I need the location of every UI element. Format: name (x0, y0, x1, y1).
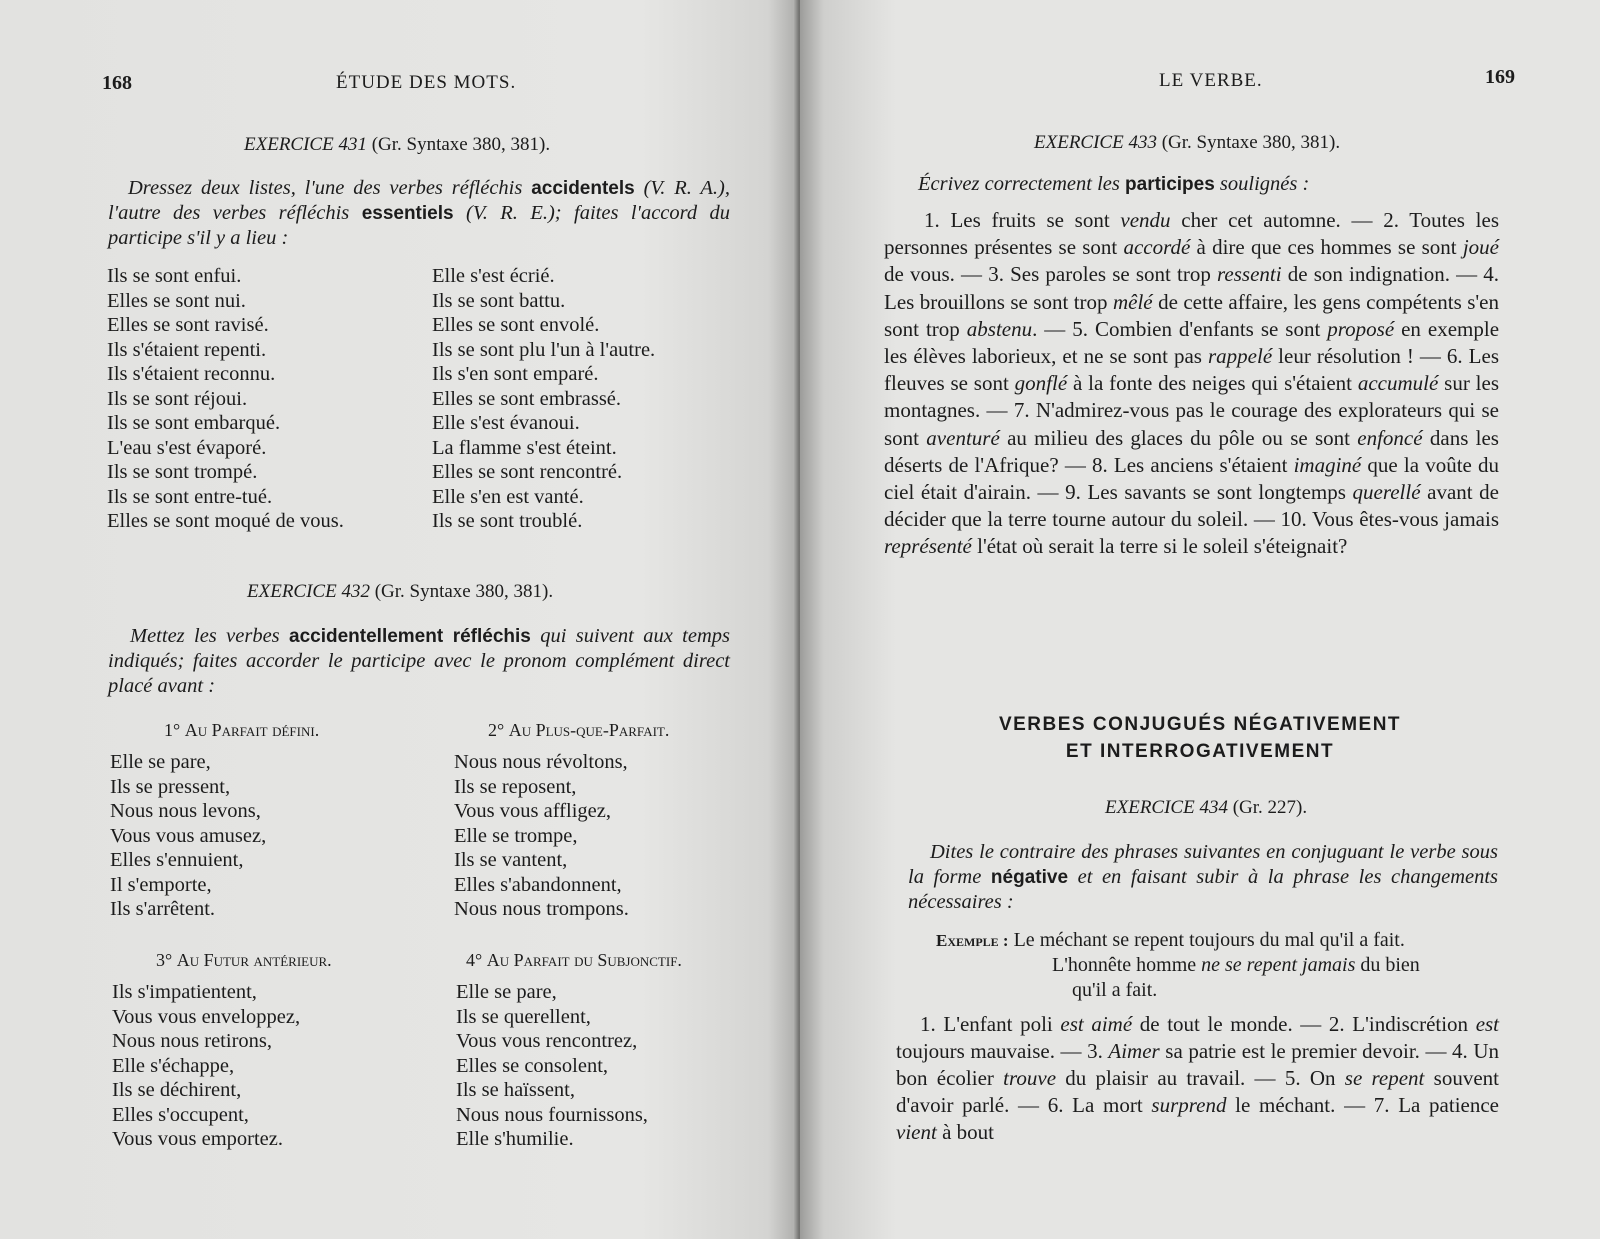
exercise-instruction: Dressez deux listes, l'une des verbes réfléchis accidentels (V. R. A.), l'autre des verbes réfléchis essentiels (V. R. E.); faites l'accord du participe s'il y a lieu : (108, 177, 731, 249)
verb-list-2 (454, 750, 629, 922)
running-head: ÉTUDE DES MOTS. (336, 72, 517, 93)
exercise-instruction: Dites le contraire des phrases suivantes en conjuguant le verbe sous la forme négative et en faisant subir à la phrase les changements nécessaires : (908, 841, 1499, 913)
example-line-2: L'honnête homme ne se repent jamais du bien (1052, 954, 1420, 976)
list-item: L'eau s'est évaporé. (107, 436, 267, 459)
underlined-participle: abstenu (966, 316, 1033, 341)
exercise-heading (1034, 132, 1340, 154)
verb-list-1 (110, 750, 266, 922)
list-item: La flamme s'est éteint. (432, 436, 617, 459)
underlined-participle: rappelé (1208, 344, 1273, 369)
list-item: Elles se sont rencontré. (432, 461, 623, 483)
exercise-instruction: Écrivez correctement les participes soulignés : (918, 173, 1310, 195)
underlined-participle: aventuré (926, 425, 1000, 450)
list-item: Elle se trompe, (454, 824, 578, 847)
list-item: Ils s'impatientent, (112, 981, 257, 1003)
list-item: Ils se sont entre-tué. (107, 485, 273, 508)
exercise-reference: (Gr. Syntaxe 380, 381). (1161, 132, 1341, 153)
list-item: Elle s'humilie. (456, 1128, 574, 1150)
list-item: Ils se sont troublé. (432, 510, 583, 532)
list-item: Ils s'étaient repenti. (107, 338, 267, 361)
underlined-participle: joué (1462, 235, 1499, 260)
list-item: Elles se sont moqué de vous. (107, 510, 344, 532)
list-item: Ils se déchirent, (112, 1079, 242, 1101)
exercise-title: EXERCICE 432 (247, 581, 370, 602)
list-item: Elle s'échappe, (112, 1054, 235, 1077)
exercise-text: 1. L'enfant poli est aimé de tout le monde. — 2. L'indiscrétion est toujours mauvaise. — 3. Aimer sa patrie est le premier devoir. — 4. Un bon écolier trouve du plaisir au travail. — 5. On se repent souvent d'avoir parlé. — 6. La mort surprend le méchant. — 7. La patience vient à bout (896, 1012, 1500, 1144)
list-item: Nous nous révoltons, (454, 751, 628, 773)
underlined-participle: querellé (1352, 480, 1421, 505)
right-page (800, 0, 1600, 1239)
example-line-1: Exemple : Le méchant se repent toujours du mal qu'il a fait. (936, 929, 1405, 951)
list-item: Ils se sont plu l'un à l'autre. (432, 338, 656, 361)
list-item: Elles se consolent, (456, 1054, 609, 1077)
underlined-participle: enfoncé (1357, 425, 1423, 450)
example-line-3: qu'il a fait. (1072, 979, 1158, 1001)
underlined-participle: imaginé (1293, 452, 1362, 477)
list-item: Vous vous emportez. (112, 1128, 284, 1150)
exercise-title: EXERCICE 434 (1105, 797, 1228, 818)
underlined-participle: proposé (1327, 316, 1395, 341)
underlined-participle: accordé (1123, 235, 1191, 260)
exercise-reference: (Gr. Syntaxe 380, 381). (371, 134, 551, 155)
exercise-title: EXERCICE 431 (244, 134, 367, 155)
running-head: LE VERBE. (1159, 70, 1263, 91)
list-item: Ils s'étaient reconnu. (107, 363, 276, 385)
exercise-reference: (Gr. Syntaxe 380, 381). (374, 581, 554, 602)
underlined-participle: vendu (1120, 208, 1171, 232)
exercise-text: 1. Les fruits se sont vendu cher cet automne. — 2. Toutes les personnes présentes se sont accordé à dire que ces hommes se sont joué de vous. — 3. Ses paroles se sont trop ressenti de son indignation. — 4. Les brouillons se sont trop mêlé de cette affaire, les gens compétents s'en sont trop abstenu. — 5. Combien d'enfants se sont proposé en exemple les élèves laborieux, et ne se sont pas rappelé leur résolution ! — 6. Les fleuves se sont gonflé à la fonte des neiges qui s'étaient accumulé sur les montagnes. — 7. N'admirez-vous pas le courage des explorateurs qui se sont aventuré au milieu des glaces du pôle ou se sont enfoncé dans les déserts de l'Afrique? — 8. Les anciens s'étaient imaginé que la voûte du ciel était d'airain. — 9. Les savants se sont longtemps querellé avant de décider que la terre tourne autour du soleil. — 10. Vous êtes-vous jamais représenté l'état où serait la terre si le soleil s'éteignait? (884, 208, 1500, 559)
exercise-instruction: Mettez les verbes accidentellement réfléchis qui suivent aux temps indiqués; faites accorder le participe avec le pronom complément direct placé avant : (108, 625, 731, 697)
list-item: Elle se pare, (110, 751, 211, 773)
subsection-heading: 2° Au Plus-que-Parfait. (488, 720, 670, 740)
underlined-participle: ressenti (1217, 262, 1282, 287)
exercise-reference: (Gr. 227). (1232, 797, 1308, 818)
underlined-participle: accumulé (1357, 371, 1439, 396)
list-item: Elle s'est évanoui. (432, 412, 580, 434)
list-item: Il s'emporte, (110, 873, 212, 896)
list-item: Elles s'occupent, (112, 1103, 249, 1126)
example-label: Exemple : (936, 931, 1009, 950)
list-item: Elles se sont nui. (107, 289, 246, 312)
list-item: Elles se sont embrassé. (432, 387, 622, 410)
list-item: Ils se querellent, (456, 1005, 591, 1028)
list-item: Elles s'abandonnent, (454, 873, 622, 896)
list-item: Ils s'en sont emparé. (432, 363, 599, 385)
exercise-heading (247, 581, 553, 603)
exercise-title: EXERCICE 433 (1034, 132, 1157, 153)
subsection-heading: 4° Au Parfait du Subjonctif. (466, 950, 682, 970)
section-title: VERBES CONJUGUÉS NÉGATIVEMENT ET INTERROGATIVEMENT (998, 714, 1402, 762)
list-item: Ils se sont embarqué. (107, 412, 281, 434)
list-item: Nous nous fournissons, (456, 1103, 648, 1126)
list-item: Elles s'ennuient, (110, 849, 244, 871)
list-item: Nous nous retirons, (112, 1030, 273, 1052)
list-item: Elles se sont envolé. (432, 314, 600, 336)
verb-list-4 (456, 980, 648, 1152)
list-item: Elles se sont ravisé. (107, 314, 269, 336)
list-item: Ils se sont trompé. (107, 461, 258, 483)
list-item: Ils se pressent, (110, 775, 231, 798)
sentence-list-a (107, 264, 344, 534)
list-item: Vous vous rencontrez, (456, 1030, 638, 1052)
list-item: Elle s'est écrié. (432, 265, 555, 287)
sentence-list-b (432, 264, 655, 534)
list-item: Ils se sont battu. (432, 289, 566, 312)
list-item: Ils se sont enfui. (107, 265, 242, 287)
list-item: Elle s'en est vanté. (432, 485, 584, 508)
list-item: Ils s'arrêtent. (110, 898, 216, 920)
list-item: Vous vous enveloppez, (112, 1005, 301, 1028)
list-item: Vous vous amusez, (110, 824, 267, 847)
underlined-participle: mêlé (1112, 289, 1153, 314)
list-item: Nous nous levons, (110, 800, 261, 822)
subsection-heading: 1° Au Parfait défini. (164, 720, 320, 740)
list-item: Ils se reposent, (454, 775, 577, 798)
list-item: Vous vous affligez, (454, 800, 611, 822)
list-item: Ils se vantent, (454, 849, 568, 871)
list-item: Ils se haïssent, (456, 1079, 575, 1101)
exercise-heading (1105, 797, 1307, 819)
list-item: Elle se pare, (456, 981, 557, 1003)
underlined-participle: gonflé (1014, 371, 1068, 396)
page-number: 169 (1485, 66, 1515, 88)
subsection-heading: 3° Au Futur antérieur. (156, 950, 332, 970)
list-item: Nous nous trompons. (454, 898, 629, 920)
verb-list-3 (112, 980, 300, 1152)
list-item: Ils se sont réjoui. (107, 387, 248, 410)
exercise-heading (244, 134, 550, 156)
underlined-participle: représenté (884, 534, 972, 559)
page-number: 168 (102, 72, 132, 94)
